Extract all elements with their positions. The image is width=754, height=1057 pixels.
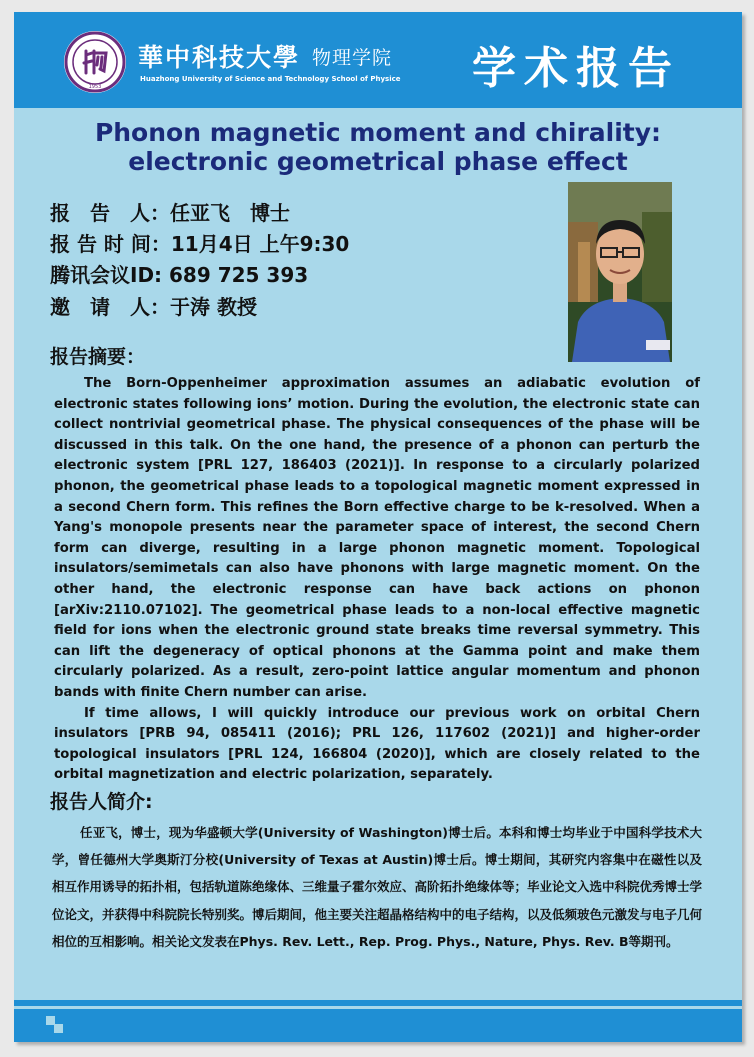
time-line: 报 告 时 间：11月4日 上午9:30 (50, 232, 350, 256)
poster (14, 12, 742, 1042)
school-name-cn: 物理学院 (312, 47, 393, 69)
university-name-cn: 華中科技大學 (138, 43, 301, 72)
talk-title-line2: electronic geometrical phase effect (128, 147, 628, 176)
bio-heading: 报告人简介: (50, 791, 153, 813)
bio-body: 任亚飞，博士，现为华盛顿大学(University of Washington)博士后。本科和博士均毕业于中国科学技术大学，曾任德州大学奥斯汀分校(University of Texas at Austin)博士后。博士期间，其研究内容集中在磁性以及相互作用诱导的拓扑相，包括轨道陈绝缘体、三维量子霍尔效应、高阶拓扑绝缘体等；毕业论文入选中科院优秀博士学位论文，并获得中科院院长特别奖。博后期间，他主要关注超晶格结构中的电子结构，以及低频玻色元激发与电子几何相位的互相影响。相关论文发表在Phys. Rev. Lett., Rep. Prog. Phys., Nature, Phys. Rev. B等期刊。 (52, 825, 703, 949)
speaker-photo (568, 182, 672, 362)
abstract-body (54, 374, 700, 786)
abstract-paragraph-2: If time allows, I will quickly introduce our previous work on orbital Chern insulators [PRB 94, 085411 (2016); PRL 126, 117602 (2021)] and higher-order topological insulators [PRL 124, 166804 (2020)], which are closely related to the orbital magnetization and electric polarization, separately. (54, 705, 700, 783)
university-logo (64, 31, 126, 93)
meeting-id-line: 腾讯会议ID: 689 725 393 (50, 263, 309, 287)
abstract-heading: 报告摘要： (50, 346, 146, 368)
abstract-paragraph-1: The Born-Oppenheimer approximation assumes an adiabatic evolution of electronic states following ions’ motion. During the evolution, the electronic state can collect nontrivial geometrical phase. The physical consequences of the phase will be discussed in this talk. On the one hand, the presence of a phonon can perturb the electronic system [PRL 127, 186403 (2021)]. In response to a circularly polarized phonon, the geometrical phase leads to a topological magnetic moment expressed in a second Chern form. This refines the Born effective charge to be k-resolved. When a Yang's monopole presents near the parameter space of interest, the second Chern form can diverge, resulting in a large phonon magnetic moment. Topological insulators/semimetals can also have phonons with large magnetic moment. On the other hand, the electronic response can have back actions on phonon [arXiv:2110.07102]. The geometrical phase leads to a non-local effective magnetic field for ions when the electronic ground state breaks time reversal symmetry. This can lift the degeneracy of optical phonons at the Gamma point and make them circularly polarized. As a result, zero-point lattice angular momentum and phonon bands with finite Chern number can arise. (54, 376, 700, 700)
footer-bar (14, 1009, 742, 1042)
host-line: 邀 请 人：于涛 教授 (50, 295, 257, 319)
university-seal-icon (64, 31, 126, 93)
header-bar (14, 12, 742, 108)
footer-squares-icon (44, 1014, 68, 1038)
university-name-en: Huazhong University of Science and Technology School of Physice (140, 75, 401, 83)
speaker-line: 报 告 人：任亚飞 博士 (50, 201, 290, 225)
footer-stripe (14, 1000, 742, 1006)
talk-title (14, 118, 742, 176)
poster-title: 学术报告 (472, 43, 680, 94)
talk-title-line1: Phonon magnetic moment and chirality: (94, 118, 662, 147)
logo-year: 1953 (88, 84, 102, 90)
